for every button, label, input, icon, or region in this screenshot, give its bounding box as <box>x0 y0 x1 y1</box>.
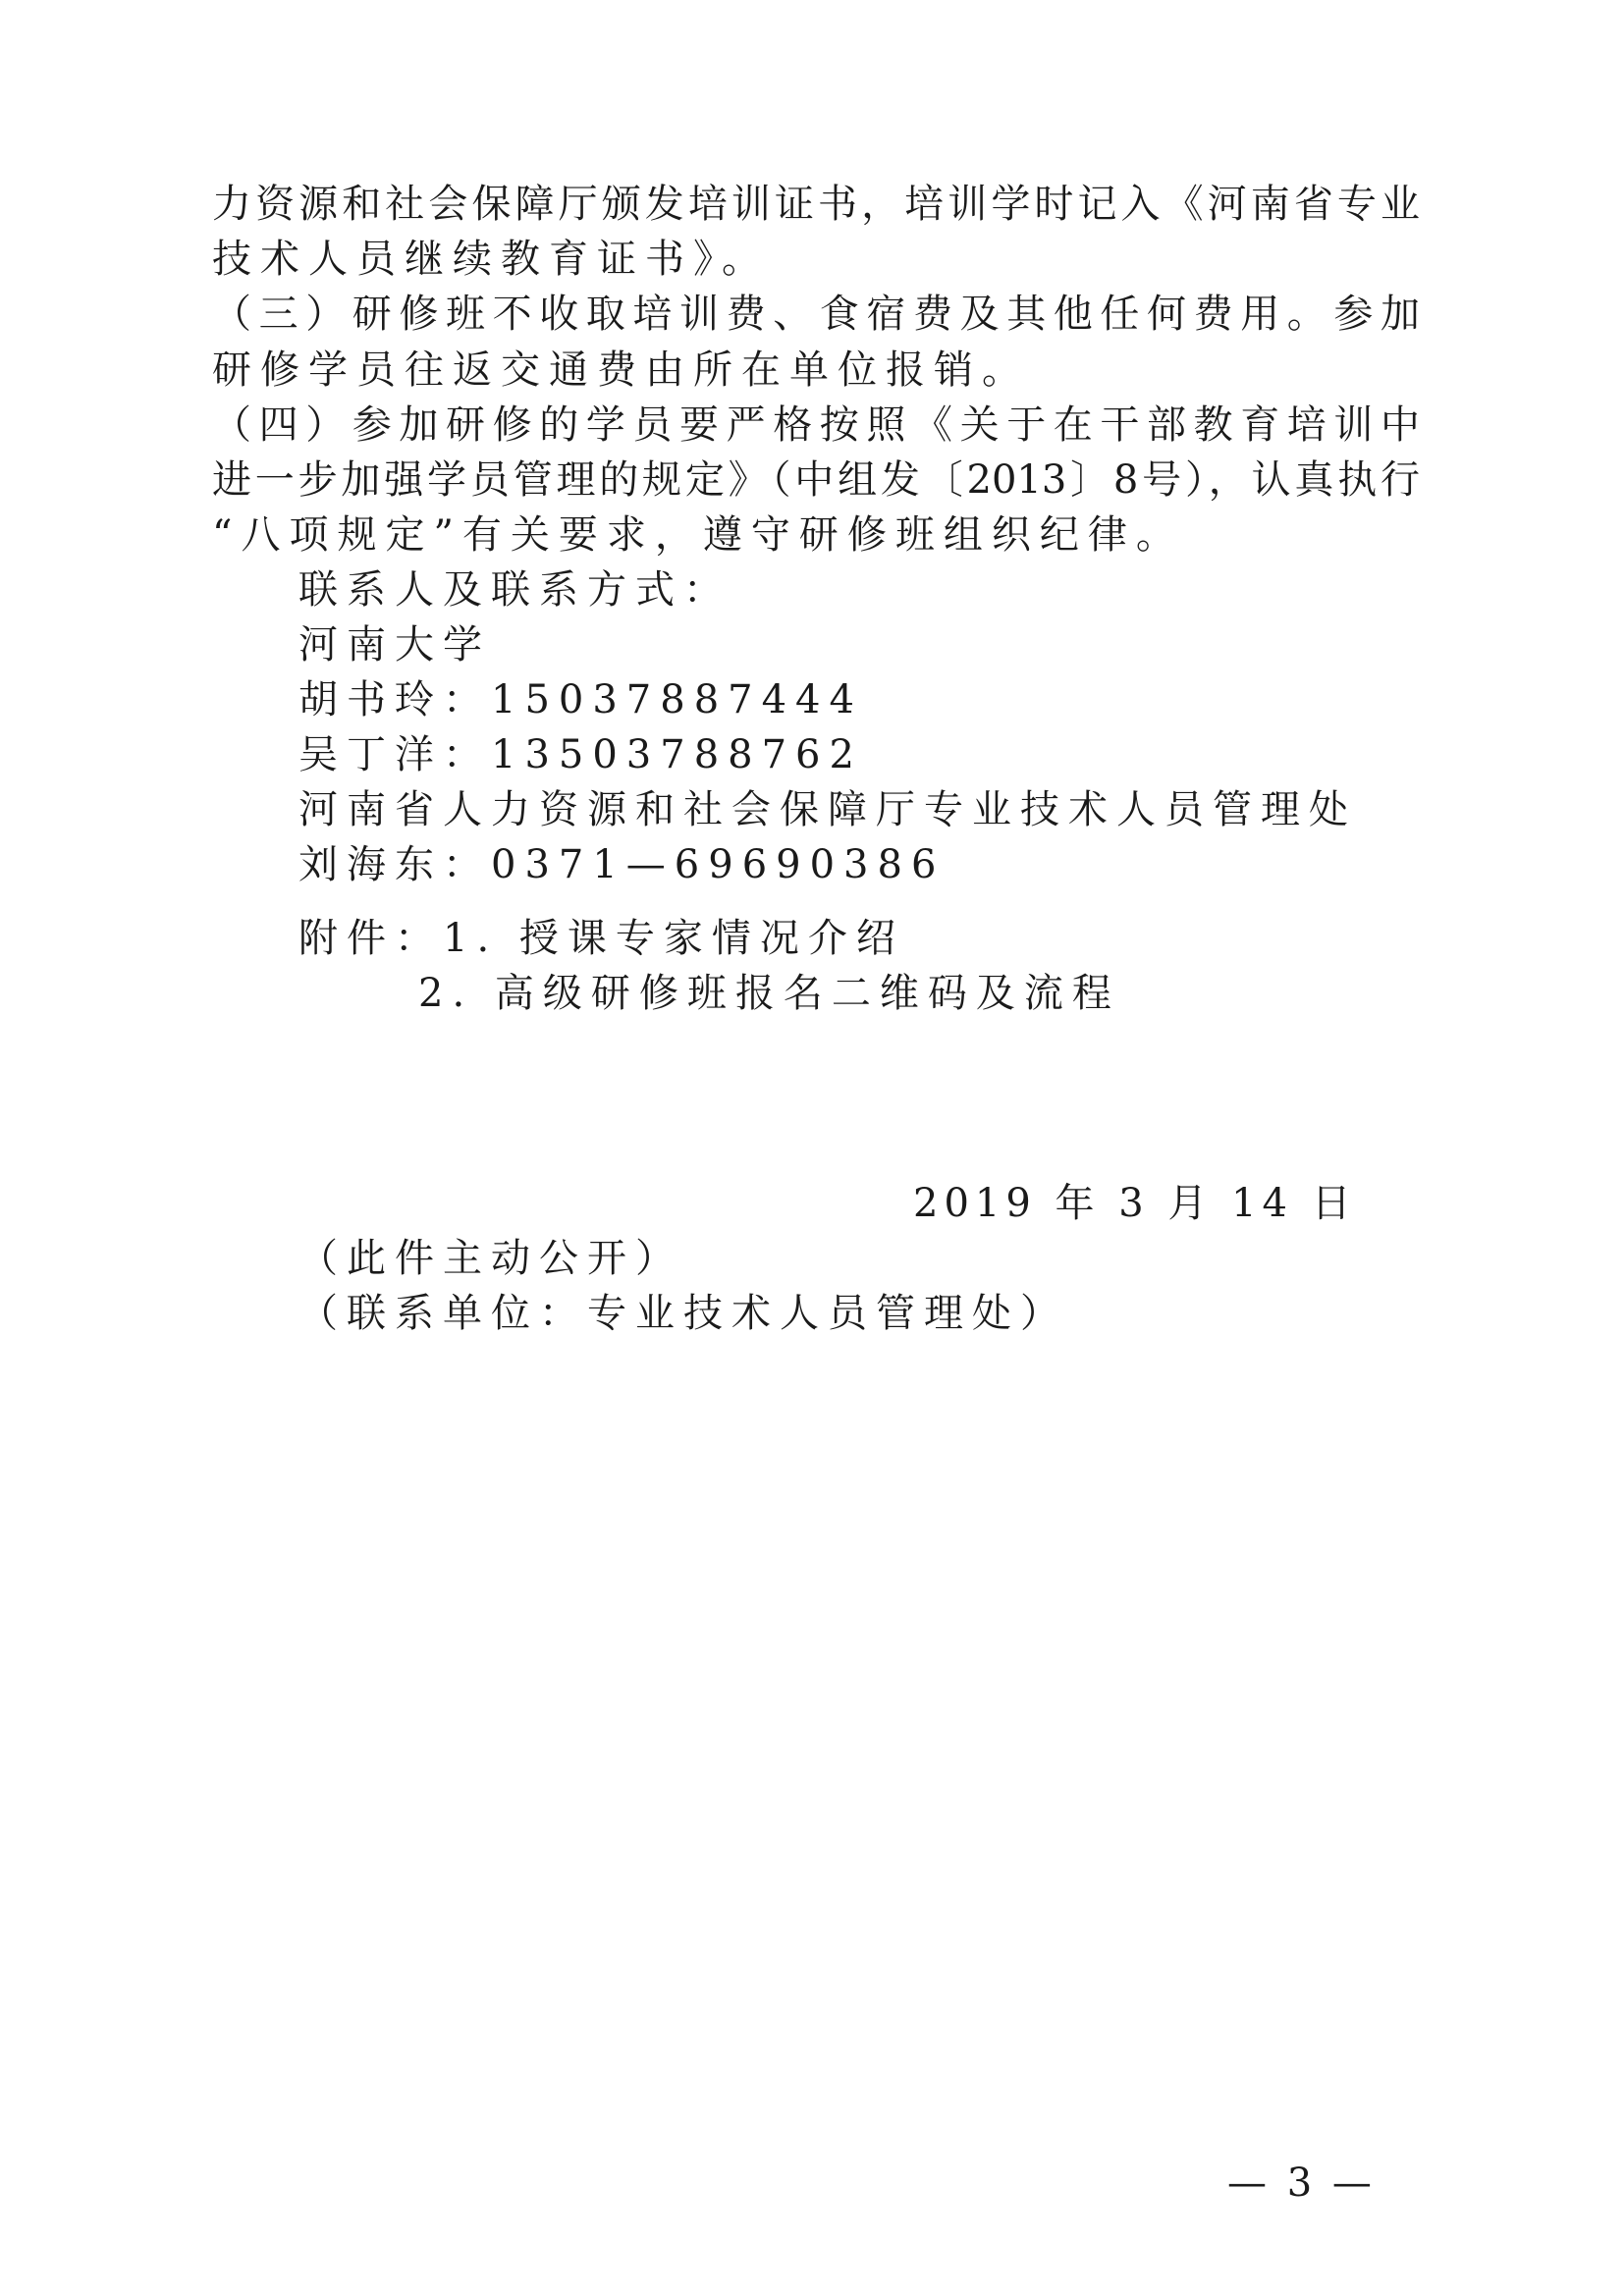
paragraph-line: 进一步加强学员管理的规定》（中组发〔2013〕8号），认真执行 <box>212 457 1420 503</box>
contact-person: 吴丁洋：13503788762 <box>298 732 863 777</box>
paragraph-line: （三）研修班不收取培训费、食宿费及其他任何费用。参加 <box>212 292 1420 337</box>
paragraph-line: “八项规定”有关要求，遵守研修班组织纪律。 <box>212 512 1184 558</box>
contact-unit-note: （联系单位：专业技术人员管理处） <box>298 1291 1068 1336</box>
paragraph-line: 技术人员继续教育证书》。 <box>212 237 770 282</box>
paragraph-line: 研修学员往返交通费由所在单位报销。 <box>212 347 1030 393</box>
contact-person: 刘海东：0371—69690386 <box>298 842 946 887</box>
paragraph-line: 力资源和社会保障厅颁发培训证书，培训学时记入《河南省专业 <box>212 182 1420 227</box>
contacts-heading: 联系人及联系方式： <box>298 567 731 613</box>
attachment-item: 附件：1. 授课专家情况介绍 <box>298 916 904 961</box>
paragraph-line: （四）参加研修的学员要严格按照《关于在干部教育培训中 <box>212 402 1420 448</box>
page-number: — 3 — <box>1227 2161 1376 2206</box>
contact-person: 胡书玲：15037887444 <box>298 677 863 722</box>
contact-organization: 河南省人力资源和社会保障厅专业技术人员管理处 <box>298 787 1357 832</box>
document-date: 2019 年 3 月 14 日 <box>913 1181 1357 1226</box>
attachment-item: 2. 高级研修班报名二维码及流程 <box>418 971 1120 1016</box>
contact-organization: 河南大学 <box>298 622 491 667</box>
disclosure-note: （此件主动公开） <box>298 1236 683 1281</box>
